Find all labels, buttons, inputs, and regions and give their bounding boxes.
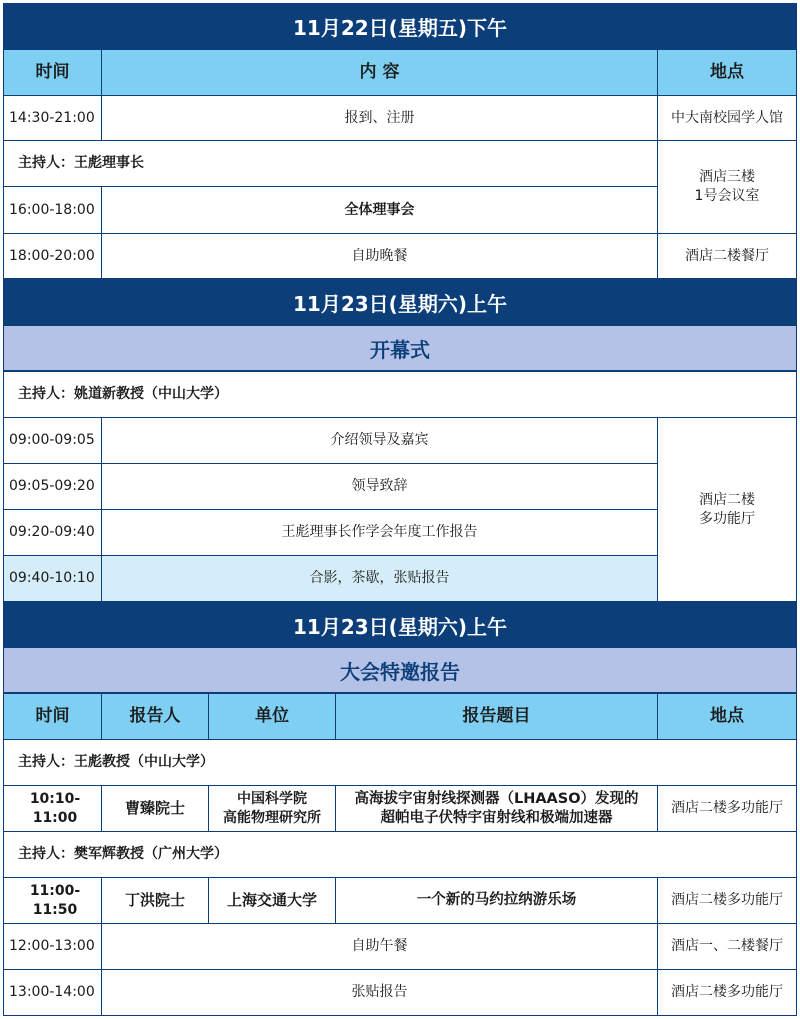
- topic-text: 一个新的马约拉纳游乐场: [416, 891, 577, 908]
- opening-row2-time: [3, 463, 102, 510]
- time-text: 16:00-18:00: [9, 201, 95, 218]
- venue-line: 多功能厅: [699, 510, 755, 527]
- venue-text: 酒店二楼多功能厅: [671, 984, 783, 1001]
- report1-unit: [208, 785, 336, 832]
- day2-opening-title-band: [3, 279, 797, 325]
- host-text: 主持人：王彪教授（中山大学）: [18, 754, 214, 771]
- venue-text: 酒店二楼餐厅: [685, 247, 769, 264]
- host-text: 主持人：王彪理事长: [18, 155, 144, 172]
- venue-text: 酒店二楼多功能厅: [671, 800, 783, 817]
- header-label: 时间: [35, 62, 70, 83]
- time-text: 09:40-10:10: [9, 570, 95, 587]
- reports-header-topic: [335, 693, 658, 740]
- day1-header-content: [101, 49, 658, 96]
- day1-header-venue: [657, 49, 797, 96]
- opening-row1-time: [3, 417, 102, 464]
- venue-text: 中大南校园学人馆: [671, 109, 783, 126]
- day1-header-time: [3, 49, 102, 96]
- reports-header-time: [3, 693, 102, 740]
- time-text: 09:20-09:40: [9, 524, 95, 541]
- day2-reports-title-band: [3, 602, 797, 648]
- day1-row4-content: [101, 233, 658, 279]
- header-label: 地点: [710, 706, 744, 727]
- time-text: 09:00-09:05: [9, 432, 95, 449]
- unit-line: 高能物理研究所: [223, 809, 321, 826]
- content-text: 介绍领导及嘉宾: [330, 432, 429, 449]
- report1-time: [3, 785, 102, 832]
- day1-row4-venue: [657, 233, 797, 279]
- content-text: 报到、注册: [344, 109, 415, 126]
- content-text: 王彪理事长作学会年度工作报告: [281, 524, 478, 541]
- speaker-text: 曹臻院士: [124, 799, 185, 818]
- content-text: 合影，茶歇，张贴报告: [309, 570, 450, 587]
- lunch-venue: [657, 923, 797, 970]
- day2-reports-title: 11月23日(星期六)上午: [293, 614, 507, 639]
- reports-header-speaker: [101, 693, 209, 740]
- venue-text: 酒店二楼多功能厅: [671, 892, 783, 909]
- opening-row3-content: [101, 509, 658, 556]
- opening-host-row: [3, 371, 797, 418]
- time-text: 14:30-21:00: [9, 109, 95, 126]
- opening-subtitle: 开幕式: [370, 337, 430, 362]
- report2-venue: [657, 877, 797, 924]
- time-text: 13:00-14:00: [9, 984, 95, 1001]
- reports-subtitle-band: [3, 647, 797, 693]
- lunch-time: [3, 923, 102, 970]
- header-label: 时间: [35, 706, 70, 727]
- poster-content: [101, 969, 658, 1016]
- reports-header-unit: [208, 693, 336, 740]
- host-text: 主持人：姚道新教授（中山大学）: [18, 386, 228, 403]
- venue-line: 酒店二楼: [699, 491, 755, 508]
- opening-row4-time: [3, 555, 102, 602]
- opening-subtitle-band: [3, 325, 797, 371]
- day1-row4-time: [3, 233, 102, 279]
- report1-venue: [657, 785, 797, 832]
- opening-row3-time: [3, 509, 102, 556]
- venue-line: 1号会议室: [694, 188, 760, 204]
- unit-line: 中国科学院: [237, 790, 307, 807]
- reports-host2-row: [3, 831, 797, 878]
- header-label: 单位: [255, 706, 289, 727]
- report1-speaker: [101, 785, 209, 832]
- time-text: 18:00-20:00: [9, 247, 95, 264]
- topic-line: 超帕电子伏特宇宙射线和极端加速器: [380, 809, 613, 826]
- opening-row4-content: [101, 555, 658, 602]
- header-label: 内 容: [359, 62, 400, 83]
- time-text: 11:00-11:50: [29, 882, 81, 918]
- host-text: 主持人：樊军辉教授（广州大学）: [18, 846, 228, 863]
- time-text: 10:10-11:00: [29, 790, 81, 826]
- poster-time: [3, 969, 102, 1016]
- day1-row1-content: [101, 95, 658, 141]
- day1-row3-time: [3, 186, 102, 234]
- day1-row3-content: [101, 186, 658, 234]
- topic-line: 高海拔宇宙射线探测器（LHAASO）发现的: [354, 791, 639, 808]
- day1-merged-venue: [657, 140, 797, 234]
- unit-text: 上海交通大学: [226, 891, 317, 910]
- content-text: 自助午餐: [351, 938, 408, 955]
- header-label: 报告人: [129, 706, 181, 727]
- day1-host-row: [3, 140, 658, 187]
- opening-row2-content: [101, 463, 658, 510]
- day2-opening-title: 11月23日(星期六)上午: [293, 291, 507, 316]
- venue-text: 酒店一、二楼餐厅: [671, 938, 783, 955]
- opening-row1-content: [101, 417, 658, 464]
- report2-time: [3, 877, 102, 924]
- speaker-text: 丁洪院士: [124, 891, 185, 910]
- poster-venue: [657, 969, 797, 1016]
- content-text: 自助晚餐: [351, 247, 408, 264]
- time-text: 12:00-13:00: [9, 938, 95, 955]
- reports-subtitle: 大会特邀报告: [340, 659, 460, 684]
- reports-header-venue: [657, 693, 797, 740]
- day1-title: 11月22日(星期五)下午: [293, 15, 507, 40]
- header-label: 报告题目: [462, 706, 531, 727]
- lunch-content: [101, 923, 658, 970]
- header-label: 地点: [710, 62, 744, 83]
- report2-speaker: [101, 877, 209, 924]
- day1-row1-venue: [657, 95, 797, 141]
- venue-line: 酒店三楼: [699, 169, 755, 186]
- time-text: 09:05-09:20: [9, 478, 95, 495]
- content-text: 全体理事会: [344, 201, 415, 218]
- day1-row1-time: [3, 95, 102, 141]
- report1-topic: [335, 785, 658, 832]
- report2-topic: [335, 877, 658, 924]
- content-text: 领导致辞: [351, 478, 408, 495]
- reports-host1-row: [3, 739, 797, 786]
- content-text: 张贴报告: [351, 984, 408, 1001]
- day1-title-band: [3, 3, 797, 49]
- report2-unit: [208, 877, 336, 924]
- opening-merged-venue: [657, 417, 797, 602]
